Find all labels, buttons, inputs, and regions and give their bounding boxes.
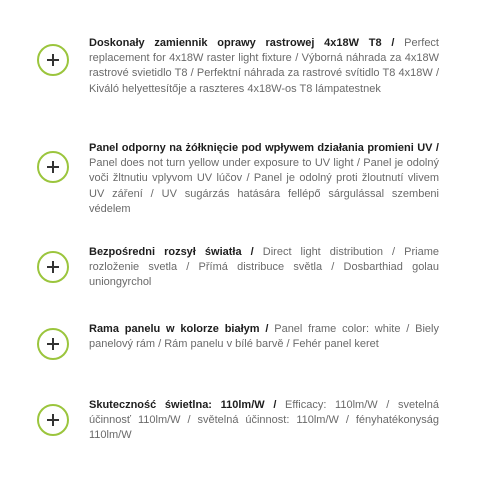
plus-icon: [37, 404, 69, 436]
feature-description: Efficacy: 110lm/W / svetelná účinnosť 110lm/W / světelná účinnost: 110lm/W / fényhatékonyság 110lm/W: [89, 399, 439, 442]
feature-text: [89, 36, 439, 97]
feature-separator: /: [264, 399, 286, 411]
feature-description: Direct light distribution / Priame rozloženie svetla / Přímá distribuce světla / Dosbarthiad golau uniongyrchol: [89, 246, 439, 289]
plus-icon: [37, 151, 69, 183]
plus-icon: [37, 251, 69, 283]
plus-icon: [37, 328, 69, 360]
feature-description: Panel frame color: white / Biely panelový rám / Rám panelu v bílé barvě / Fehér panel keret: [89, 323, 439, 351]
feature-separator: /: [381, 37, 405, 49]
feature-separator: /: [432, 142, 439, 154]
feature-description: Perfect replacement for 4x18W raster light fixture / Výborná náhrada za 4x18W rastrové svietidlo T8 / Perfektní náhrada za rastrové svítidlo T8 4x18W / Kiváló helyettesítője a raszteres 4x18W-os T8 lámpatestnek: [89, 37, 439, 95]
feature-title: Rama panelu w kolorze białym: [89, 323, 260, 335]
feature-title: Bezpośredni rozsył światła: [89, 246, 242, 258]
feature-title: Doskonały zamiennik oprawy rastrowej 4x18W T8: [89, 37, 382, 49]
feature-title: Skuteczność świetlna: 110lm/W: [89, 399, 265, 411]
feature-separator: /: [259, 323, 275, 335]
feature-text: [89, 398, 439, 444]
feature-title: Panel odporny na żółknięcie pod wpływem działania promieni UV: [89, 142, 433, 154]
feature-text: [89, 322, 439, 352]
feature-text: [89, 245, 439, 291]
feature-separator: /: [241, 246, 263, 258]
feature-description: Panel does not turn yellow under exposure to UV light / Panel je odolný voči žltnutiu vplyvom UV lúčov / Panel je odolný proti žloutnutí vlivem UV záření / UV sugárzás hatására fellépő sárgulással szembeni védelem: [89, 157, 439, 215]
feature-text: [89, 141, 439, 217]
plus-icon: [37, 44, 69, 76]
